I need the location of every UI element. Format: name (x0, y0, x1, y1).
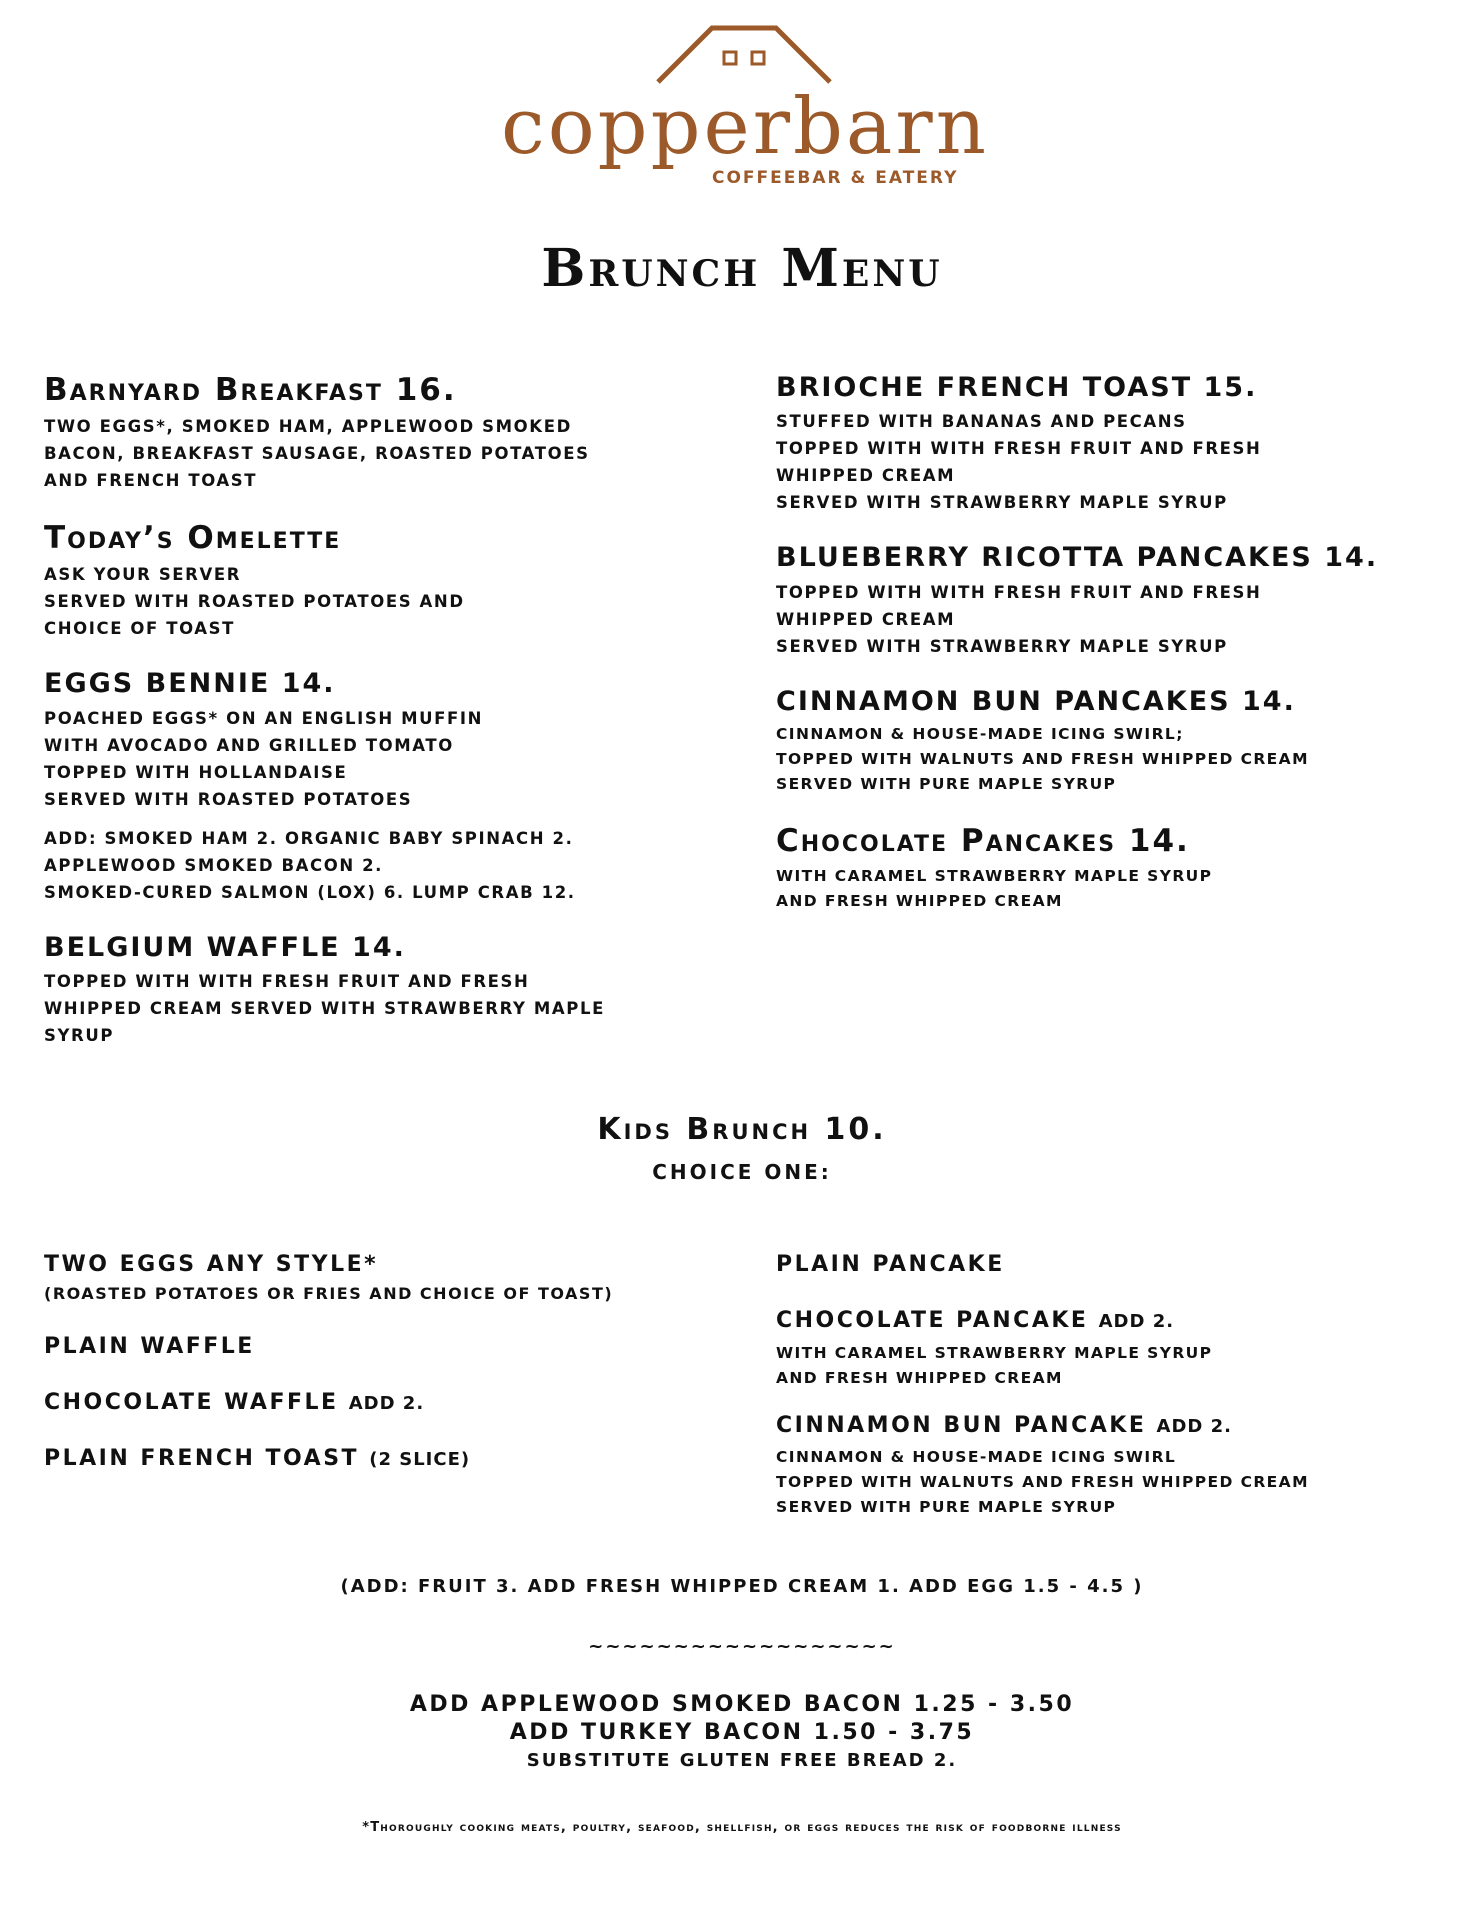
gluten-free-line: SUBSTITUTE GLUTEN FREE BREAD 2. (526, 1750, 958, 1771)
menu-item (44, 668, 724, 812)
kids-item (776, 1308, 1466, 1390)
menu-item (776, 823, 1466, 914)
kids-item-name: CHOCOLATE WAFFLE (44, 1389, 339, 1415)
left-menu-column (44, 372, 724, 1075)
kids-item (44, 1390, 724, 1416)
menu-item (44, 372, 724, 494)
item-desc: POACHED EGGS* ON AN ENGLISH MUFFIN (44, 708, 484, 728)
turkey-bacon-line: ADD TURKEY BACON 1.50 - 3.75 (509, 1720, 975, 1745)
kids-item-name: CINNAMON BUN PANCAKE (776, 1412, 1147, 1438)
bacon-addon-line: ADD APPLEWOOD SMOKED BACON 1.25 - 3.50 (409, 1692, 1075, 1717)
item-desc: WHIPPED CREAM (776, 609, 956, 629)
menu-item (776, 686, 1466, 797)
addon-line: APPLEWOOD SMOKED BACON 2. (44, 855, 384, 875)
addon-line: SMOKED-CURED SALMON (LOX) 6. LUMP CRAB 12. (44, 882, 576, 902)
kids-item (44, 1334, 724, 1360)
kids-item-desc: TOPPED WITH WALNUTS AND FRESH WHIPPED CREAM (776, 1473, 1309, 1492)
kids-item-desc: AND FRESH WHIPPED CREAM (776, 1368, 1063, 1387)
item-desc: ASK YOUR SERVER (44, 565, 242, 585)
item-desc: SERVED WITH ROASTED POTATOES (44, 789, 413, 809)
item-desc: WITH AVOCADO AND GRILLED TOMATO (44, 735, 454, 755)
item-desc: AND FRENCH TOAST (44, 471, 258, 491)
item-desc: CINNAMON & HOUSE-MADE ICING SWIRL; (776, 725, 1184, 744)
item-desc: STUFFED WITH BANANAS AND PECANS (776, 412, 1187, 432)
kids-left-column (44, 1252, 724, 1503)
item-name: CINNAMON BUN PANCAKES 14. (776, 685, 1296, 717)
item-name: BRIOCHE FRENCH TOAST 15. (776, 372, 1258, 403)
item-desc: TOPPED WITH WITH FRESH FRUIT AND FRESH (776, 582, 1262, 602)
item-name: BELGIUM WAFFLE 14. (44, 931, 406, 963)
kids-section-title: Kids Brunch 10. (597, 1112, 887, 1147)
barn-roof-logo-icon (654, 24, 834, 86)
item-desc: SERVED WITH STRAWBERRY MAPLE SYRUP (776, 493, 1228, 513)
food-safety-disclaimer: *Thoroughly cooking meats, poultry, seafood, shellfish, or eggs reduces the risk of foodborne illness (362, 1820, 1122, 1835)
bennie-addons (44, 825, 724, 906)
brand-logo-text: copperbarn (501, 82, 989, 172)
extras-line: (ADD: FRUIT 3. ADD FRESH WHIPPED CREAM 1. ADD EGG 1.5 - 4.5 ) (340, 1576, 1144, 1597)
item-desc: TOPPED WITH WITH FRESH FRUIT AND FRESH (776, 439, 1262, 459)
tilde-divider: ~~~~~~~~~~~~~~~~~~ (588, 1636, 896, 1657)
item-name: BLUEBERRY RICOTTA PANCAKES 14. (776, 542, 1379, 574)
kids-item-add: (2 SLICE) (369, 1449, 471, 1471)
kids-item-note: (ROASTED POTATOES OR FRIES AND CHOICE OF TOAST) (44, 1284, 614, 1304)
item-name: Barnyard Breakfast 16. (44, 372, 457, 408)
kids-item-name: PLAIN PANCAKE (776, 1252, 1005, 1277)
menu-item (44, 520, 724, 642)
item-desc: BACON, BREAKFAST SAUSAGE, ROASTED POTATOES (44, 444, 590, 464)
item-desc: TOPPED WITH WALNUTS AND FRESH WHIPPED CREAM (776, 750, 1309, 769)
item-desc: AND FRESH WHIPPED CREAM (776, 892, 1063, 911)
item-desc: SERVED WITH ROASTED POTATOES AND (44, 592, 465, 612)
item-desc: SERVED WITH STRAWBERRY MAPLE SYRUP (776, 636, 1228, 656)
item-name: Today’s Omelette (44, 520, 342, 557)
item-desc: SYRUP (44, 1026, 115, 1046)
item-desc: TWO EGGS*, SMOKED HAM, APPLEWOOD SMOKED (44, 417, 572, 437)
item-desc: TOPPED WITH HOLLANDAISE (44, 762, 348, 782)
menu-item (776, 372, 1466, 516)
kids-item-desc: SERVED WITH PURE MAPLE SYRUP (776, 1498, 1117, 1517)
kids-item-add: ADD 2. (1156, 1415, 1232, 1437)
kids-item (776, 1252, 1466, 1278)
kids-item-add: ADD 2. (348, 1392, 425, 1414)
kids-right-column (776, 1252, 1466, 1542)
kids-item-desc: CINNAMON & HOUSE-MADE ICING SWIRL (776, 1448, 1177, 1467)
kids-item (776, 1413, 1466, 1520)
kids-item-name: TWO EGGS ANY STYLE* (44, 1252, 379, 1277)
kids-item (44, 1446, 724, 1472)
kids-item (44, 1252, 724, 1304)
right-menu-column (776, 372, 1466, 940)
kids-section-subtitle: CHOICE ONE: (652, 1160, 832, 1184)
kids-item-desc: WITH CARAMEL STRAWBERRY MAPLE SYRUP (776, 1343, 1213, 1362)
item-desc: WHIPPED CREAM SERVED WITH STRAWBERRY MAPLE (44, 999, 605, 1019)
item-desc: CHOICE OF TOAST (44, 619, 235, 639)
addon-line: ADD: SMOKED HAM 2. ORGANIC BABY SPINACH 2. (44, 828, 574, 848)
item-desc: SERVED WITH PURE MAPLE SYRUP (776, 775, 1117, 794)
kids-item-name: PLAIN FRENCH TOAST (44, 1446, 360, 1472)
item-name: Chocolate Pancakes 14. (776, 823, 1190, 860)
item-desc: WITH CARAMEL STRAWBERRY MAPLE SYRUP (776, 867, 1213, 886)
menu-item (776, 542, 1466, 659)
kids-item-add: ADD 2. (1098, 1311, 1175, 1333)
page-title: Brunch Menu (541, 238, 943, 299)
item-desc: WHIPPED CREAM (776, 466, 956, 486)
brand-tagline: COFFEEBAR & EATERY (712, 168, 959, 188)
menu-item (44, 932, 724, 1049)
item-desc: TOPPED WITH WITH FRESH FRUIT AND FRESH (44, 972, 530, 992)
kids-item-name: PLAIN WAFFLE (44, 1333, 255, 1359)
kids-item-name: CHOCOLATE PANCAKE (776, 1308, 1089, 1334)
item-name: EGGS BENNIE 14. (44, 668, 336, 700)
